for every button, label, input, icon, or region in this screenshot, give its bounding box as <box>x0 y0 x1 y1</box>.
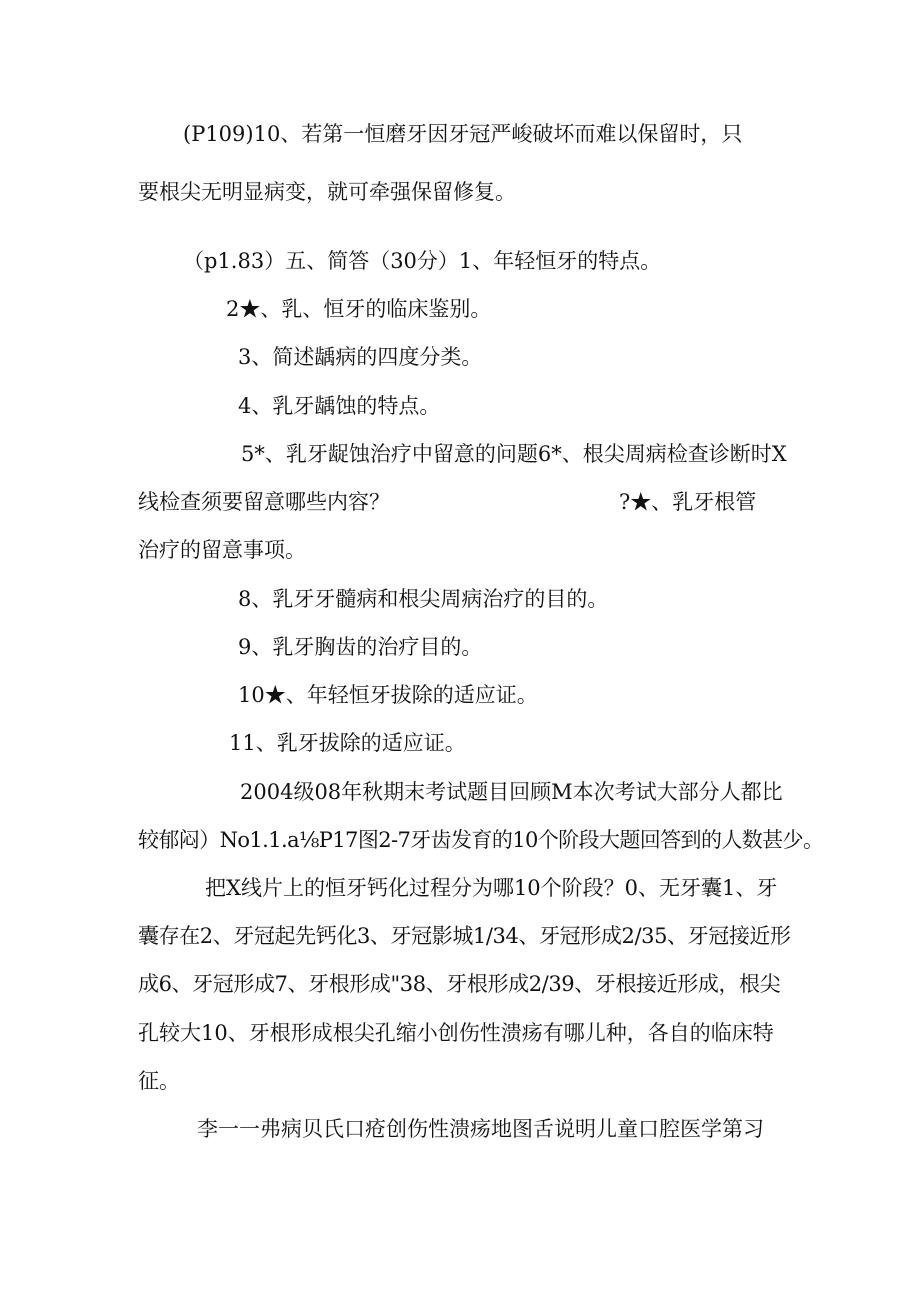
question-11: 11、乳牙拔除的适应证。 <box>229 731 466 755</box>
question-5-line-2b: ?★、乳牙根管 <box>619 490 757 514</box>
question-9: 9、乳牙胸齿的治疗目的。 <box>238 635 483 659</box>
stages-line-1: 把X线片上的恒牙钙化过程分为哪10个阶段？0、无牙囊1、牙 <box>205 876 778 900</box>
question-5-line-2a: 线检查须要留意哪些内容？ <box>138 490 390 514</box>
question-10: 10★、年轻恒牙拔除的适应证。 <box>238 683 538 707</box>
stages-line-2: 囊存在2、牙冠起先钙化3、牙冠影城1/34、牙冠形成2/35、牙冠接近形 <box>138 924 791 948</box>
short-answer-header: （p1.83）五、简答（30分）1、年轻恒牙的特点。 <box>183 249 662 273</box>
stages-line-4: 孔较大10、牙根形成根尖孔缩小创伤性溃疡有哪儿种，各自的临床特 <box>138 1021 774 1045</box>
q10-line-2: 要根尖无明显病变，就可牵强保留修复。 <box>138 180 516 204</box>
stages-line-3: 成6、牙冠形成7、牙根形成"38、牙根形成2/39、牙根接近形成，根尖 <box>138 972 781 996</box>
question-8: 8、乳牙牙髓病和根尖周病治疗的目的。 <box>238 587 609 611</box>
question-3: 3、简述龋病的四度分类。 <box>238 345 483 369</box>
q10-line-1: (P109)10、若第一恒磨牙因牙冠严峻破坏而难以保留时，只 <box>183 122 743 146</box>
stages-line-5: 征。 <box>138 1069 180 1093</box>
last-line: 李一一弗病贝氏口疮创伤性溃疡地图舌说明儿童口腔医学第习 <box>197 1117 764 1141</box>
question-5-line-3: 治疗的留意事项。 <box>138 538 306 562</box>
question-5-line-1: 5*、乳牙龊蚀治疗中留意的问题6*、根尖周病检查诊断时X <box>241 442 787 466</box>
review-line-1: 2004级08年秋期末考试题目回顾M本次考试大部分人都比 <box>240 780 783 804</box>
question-4: 4、乳牙龋蚀的特点。 <box>238 394 441 418</box>
review-line-2: 较郁闷）No1.1.a⅛P17图2-7牙齿发育的10个阶段大题回答到的人数甚少。 <box>138 828 824 852</box>
question-2: 2★、乳、恒牙的临床鉴别。 <box>226 297 492 321</box>
